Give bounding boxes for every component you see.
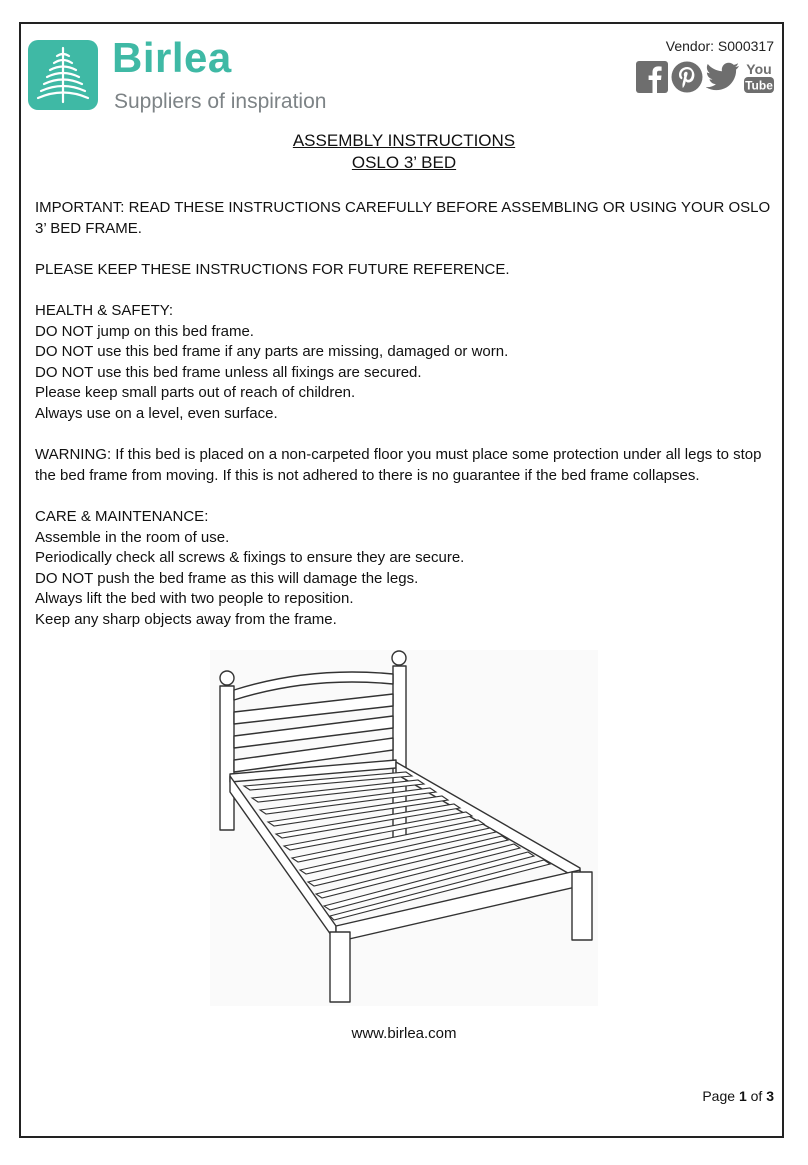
health-item: Please keep small parts out of reach of children. xyxy=(35,384,356,402)
health-heading: HEALTH & SAFETY: xyxy=(35,301,174,319)
svg-text:Tube: Tube xyxy=(745,78,773,93)
tree-logo-icon xyxy=(28,40,98,110)
pinterest-icon[interactable] xyxy=(671,61,703,93)
title-line-2: OSLO 3’ BED xyxy=(351,153,457,172)
birlea-logo xyxy=(28,34,348,118)
important-notice: IMPORTANT: READ THESE INSTRUCTIONS CAREFULLY BEFORE ASSEMBLING OR USING YOUR OSLO 3’ BED FRAME. xyxy=(35,199,771,237)
warning-notice: WARNING: If this bed is placed on a non-carpeted floor you must place some protection under all legs to stop the bed frame from moving. If this is not adhered to there is no guarantee if the bed frame collapses. xyxy=(35,446,762,484)
youtube-icon[interactable] xyxy=(743,60,775,94)
health-item: DO NOT use this bed frame unless all fixings are secured. xyxy=(35,363,422,381)
health-item: Always use on a level, even surface. xyxy=(35,404,278,422)
title-line-1: ASSEMBLY INSTRUCTIONS xyxy=(292,131,516,150)
health-item: DO NOT use this bed frame if any parts are missing, damaged or worn. xyxy=(35,343,509,361)
instructions-body xyxy=(35,198,775,630)
care-item: Assemble in the room of use. xyxy=(35,528,230,546)
brand-tagline: Suppliers of inspiration xyxy=(114,90,327,113)
vendor-code: Vendor: S000317 xyxy=(665,38,774,54)
facebook-icon[interactable] xyxy=(636,61,668,93)
health-item: DO NOT jump on this bed frame. xyxy=(35,322,254,340)
svg-text:You: You xyxy=(746,61,772,77)
brand-name: Birlea xyxy=(112,34,232,81)
social-icons xyxy=(636,60,775,94)
document-title xyxy=(0,130,808,174)
care-heading: CARE & MAINTENANCE: xyxy=(35,507,209,525)
website-link[interactable]: www.birlea.com xyxy=(351,1025,457,1042)
twitter-icon[interactable] xyxy=(706,62,740,92)
care-item: Periodically check all screws & fixings to ensure they are secure. xyxy=(35,549,465,567)
page-number: Page 1 of 3 xyxy=(702,1088,774,1104)
bed-frame-illustration xyxy=(210,650,598,1006)
keep-notice: PLEASE KEEP THESE INSTRUCTIONS FOR FUTURE REFERENCE. xyxy=(35,260,510,278)
care-item: Always lift the bed with two people to reposition. xyxy=(35,590,354,608)
care-item: Keep any sharp objects away from the frame. xyxy=(35,610,337,628)
care-item: DO NOT push the bed frame as this will damage the legs. xyxy=(35,569,419,587)
